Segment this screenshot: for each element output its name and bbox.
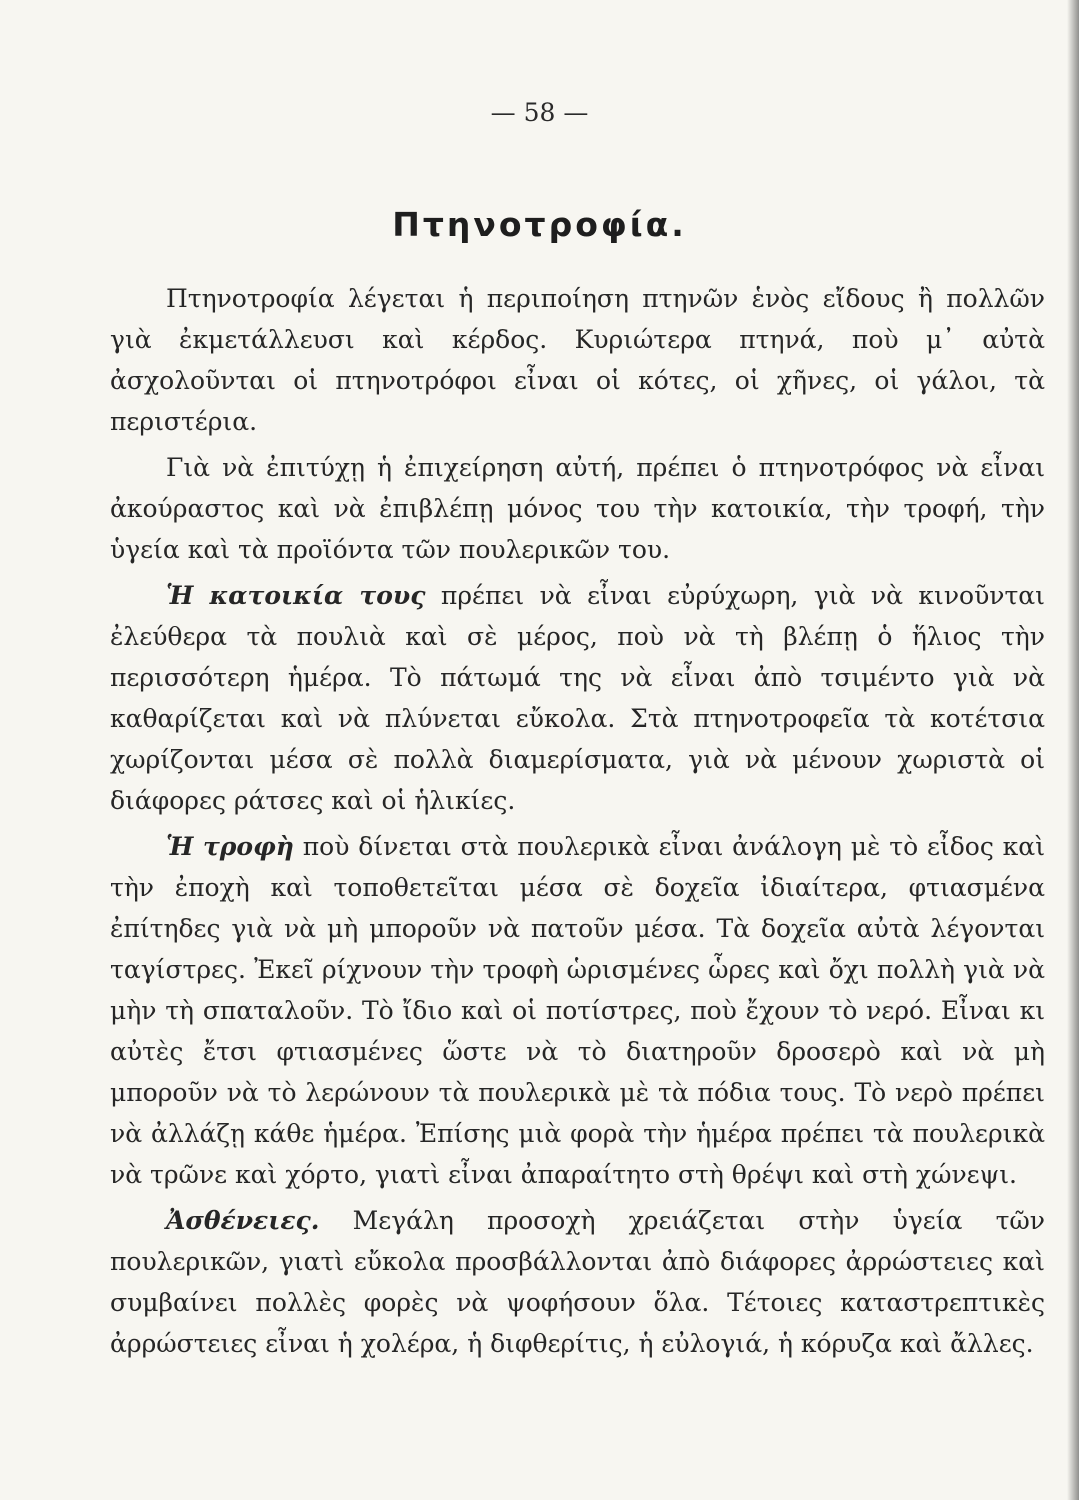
- body-text: [110, 278, 1045, 1369]
- page-edge-shadow: [1067, 0, 1079, 1500]
- paragraph-lead: Ἡ τροφὴ: [166, 832, 294, 861]
- page-title: Πτηνοτροφία.: [392, 205, 687, 244]
- paragraph: [110, 278, 1045, 442]
- paragraph: [110, 447, 1045, 570]
- paragraph-lead: Ἀσθένειες.: [166, 1206, 320, 1235]
- paragraph: [110, 575, 1045, 821]
- paragraph-lead: Ἡ κατοικία τους: [166, 581, 426, 610]
- paragraph: [110, 826, 1045, 1195]
- paragraph-text: ποὺ δίνεται στὰ πουλερικὰ εἶναι ἀνάλογη μὲ τὸ εἶδος καὶ τὴν ἐποχὴ καὶ τοποθετεῖται μέσα σὲ δοχεῖα ἰδιαίτερα, φτιασμένα ἐπίτηδες γιὰ νὰ μὴ μποροῦν νὰ πατοῦν μέσα. Τὰ δοχεῖα αὐτὰ λέγονται ταγίστρες. Ἐκεῖ ρίχνουν τὴν τροφὴ ὡρισμένες ὧρες καὶ ὄχι πολλὴ γιὰ νὰ μὴν τὴ σπαταλοῦν. Τὸ ἴδιο καὶ οἱ ποτίστρες, ποὺ ἔχουν τὸ νερό. Εἶναι κι αὐτὲς ἔτσι φτιασμένες ὥστε νὰ τὸ διατηροῦν δροσερὸ καὶ νὰ μὴ μποροῦν νὰ τὸ λερώνουν τὰ πουλερικὰ μὲ τὰ πόδια τους. Τὸ νερὸ πρέπει νὰ ἀλλάζῃ κάθε ἡμέρα. Ἐπίσης μιὰ φορὰ τὴν ἡμέρα πρέπει τὰ πουλερικὰ νὰ τρῶνε καὶ χόρτο, γιατὶ εἶναι ἀπαραίτητο στὴ θρέψι καὶ στὴ χώνεψι.: [110, 832, 1045, 1189]
- paragraph-text: πρέπει νὰ εἶναι εὐρύχωρη, γιὰ νὰ κινοῦνται ἐλεύθερα τὰ πουλιὰ καὶ σὲ μέρος, ποὺ νὰ τὴ βλέπῃ ὁ ἥλιος τὴν περισσότερη ἡμέρα. Τὸ πάτωμά της νὰ εἶναι ἀπὸ τσιμέντο γιὰ νὰ καθαρίζεται καὶ νὰ πλύνεται εὔκολα. Στὰ πτηνοτροφεῖα τὰ κοτέτσια χωρίζονται μέσα σὲ πολλὰ διαμερίσματα, γιὰ νὰ μένουν χωριστὰ οἱ διάφορες ράτσες καὶ οἱ ἡλικίες.: [110, 581, 1045, 815]
- paragraph-text: Γιὰ νὰ ἐπιτύχῃ ἡ ἐπιχείρηση αὐτή, πρέπει ὁ πτηνοτρόφος νὰ εἶναι ἀκούραστος καὶ νὰ ἐπιβλέπῃ μόνος του τὴν κατοικία, τὴν τροφή, τὴν ὑγεία καὶ τὰ προϊόντα τῶν πουλερικῶν του.: [110, 453, 1045, 564]
- paragraph-text: Πτηνοτροφία λέγεται ἡ περιποίηση πτηνῶν ἑνὸς εἴδους ἢ πολλῶν γιὰ ἐκμετάλλευσι καὶ κέρδος. Κυριώτερα πτηνά, ποὺ μ᾽ αὐτὰ ἀσχολοῦνται οἱ πτηνοτρόφοι εἶναι οἱ κότες, οἱ χῆνες, οἱ γάλοι, τὰ περιστέρια.: [110, 284, 1045, 436]
- paragraph: [110, 1200, 1045, 1364]
- paragraph-text: Μεγάλη προσοχὴ χρειάζεται στὴν ὑγεία τῶν πουλερικῶν, γιατὶ εὔκολα προσβάλλονται ἀπὸ διάφορες ἀρρώστειες καὶ συμβαίνει πολλὲς φορὲς νὰ ψοφήσουν ὅλα. Τέτοιες καταστρεπτικὲς ἀρρώστειες εἶναι ἡ χολέρα, ἡ διφθερίτις, ἡ εὐλογιά, ἡ κόρυζα καὶ ἄλλες.: [110, 1206, 1045, 1358]
- page-number: — 58 —: [490, 98, 589, 127]
